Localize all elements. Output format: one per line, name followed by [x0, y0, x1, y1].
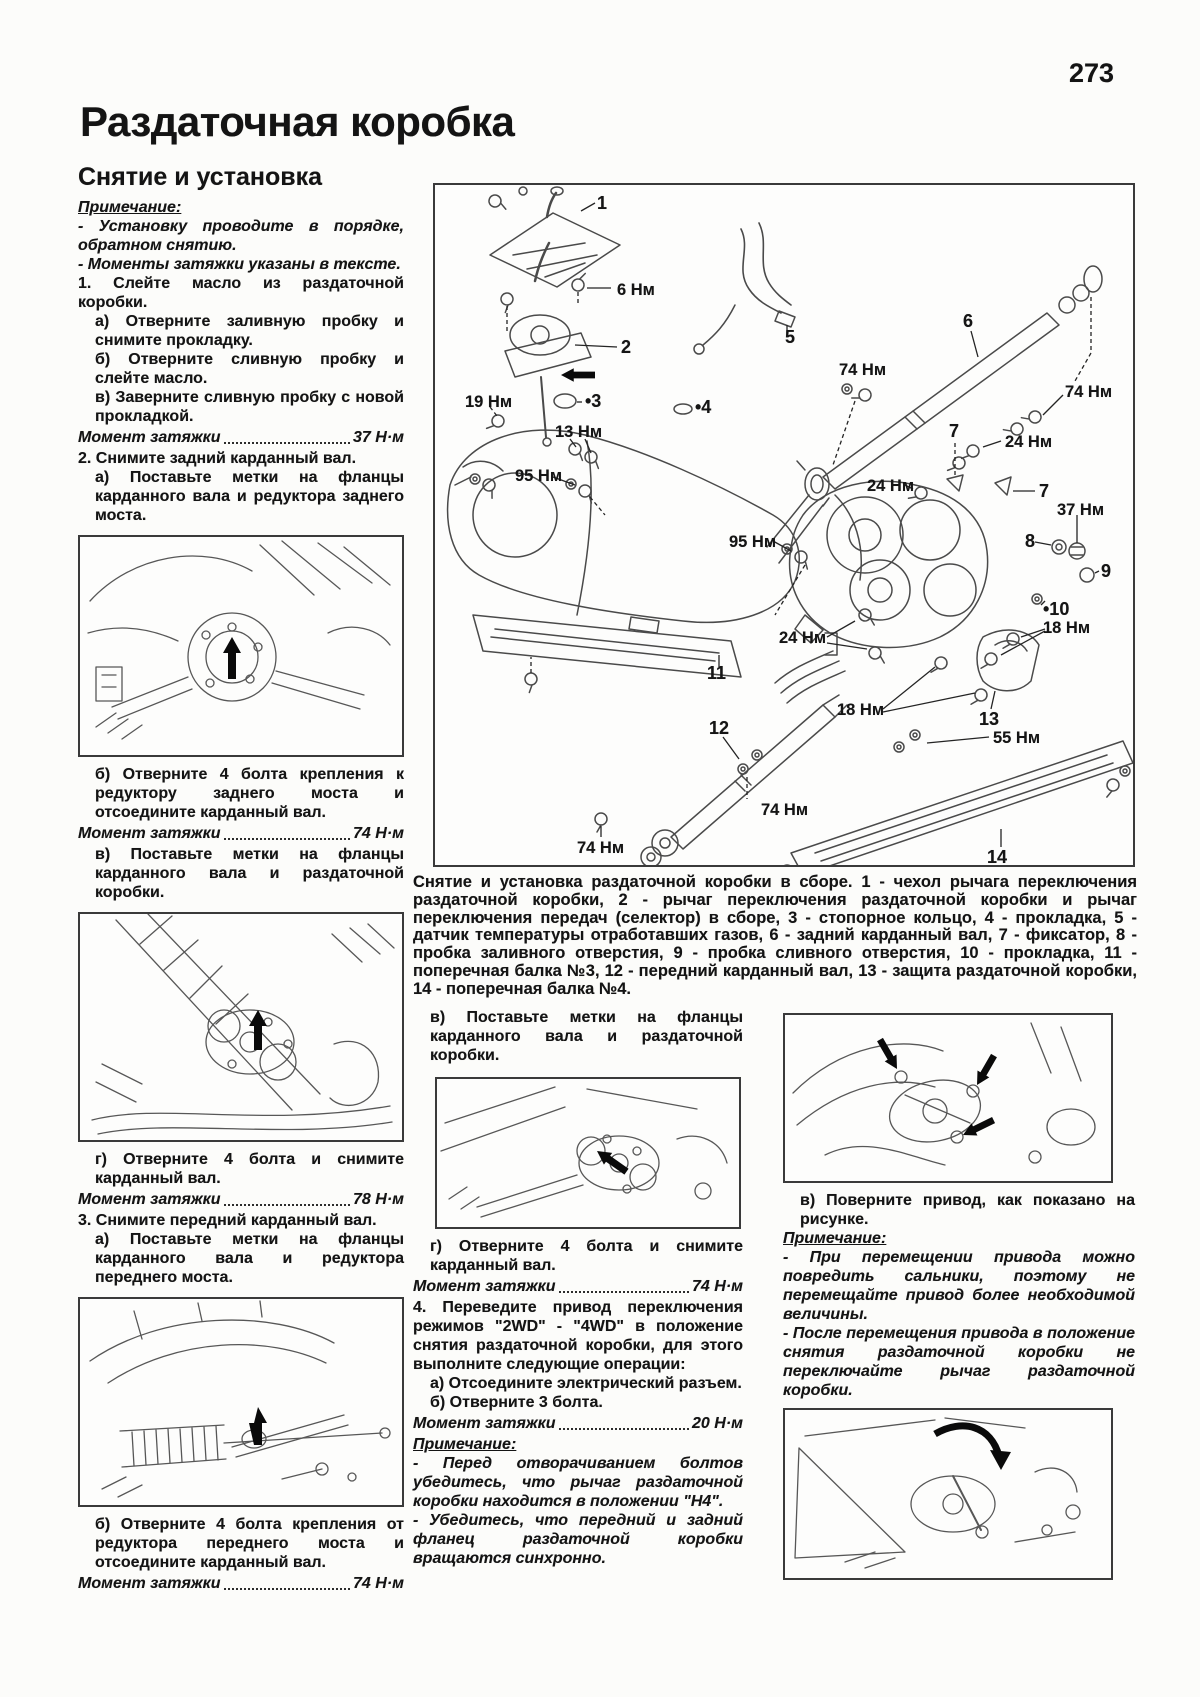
direction-arrow [971, 1052, 1000, 1088]
figure-transfer-flange-marks [78, 912, 404, 1142]
step-text: 2. Снимите задний карданный вал. [78, 450, 357, 467]
torque-spec [78, 427, 404, 448]
part-number-14: 14 [987, 847, 1008, 865]
figure-caption: Снятие и установка раздаточной коробки в сборе. 1 - чехол рычага переключения раздаточной коробки, 2 - рычаг переключения раздаточной коробки и рычаг переключения передач (селектор) в сборе, 3 - стопорное кольцо, 4 - прокладка, 5 - датчик температуры отработавших газов, 6 - задний карданный вал, 7 - фиксатор, 8 - пробка заливного отверстия, 9 - пробка сливного отверстия, 10 - прокладка, 11 - поперечная балка №3, 12 - передний карданный вал, 13 - защита раздаточной коробки, 14 - поперечная балка №4. [413, 873, 1137, 998]
figure-exploded-transfer-case [433, 183, 1135, 867]
direction-arrow [593, 1145, 631, 1177]
step-text: 3. Снимите передний карданный вал. [78, 1212, 377, 1229]
part-number-9: 9 [1101, 561, 1112, 581]
torque-label: Момент затяжки [78, 1191, 221, 1208]
torque-label-6nm: 6 Нм [617, 281, 655, 299]
page-number: 273 [1068, 58, 1114, 88]
torque-spec [413, 1413, 743, 1434]
note-heading: Примечание: [783, 1230, 887, 1247]
torque-label: Момент затяжки [78, 429, 221, 446]
torque-label: Момент затяжки [413, 1278, 556, 1295]
part-number-4: •4 [695, 397, 712, 417]
step-text: в) Поверните привод, как показано на рисунке. [800, 1192, 1135, 1228]
section-heading: Снятие и установка [78, 163, 323, 191]
step-text: б) Отверните сливную пробку и слейте масло. [95, 351, 404, 387]
note-heading: Примечание: [413, 1436, 517, 1453]
rotate-arrow-head [990, 1450, 1011, 1470]
direction-arrow [249, 1010, 267, 1050]
torque-value: 74 Н·м [353, 1575, 404, 1592]
torque-label-13nm: 13 Нм [555, 423, 603, 441]
torque-spec [78, 1573, 404, 1594]
part-number-2: 2 [621, 337, 632, 357]
step-text: а) Отсоедините электрический разъем. [430, 1375, 742, 1392]
torque-label-74nm: 74 Нм [839, 361, 887, 379]
direction-arrow [249, 1407, 267, 1445]
part-number-7: 7 [1039, 481, 1050, 501]
step-text: в) Поставьте метки на фланцы карданного вала и раздаточной коробки. [95, 846, 404, 901]
dotted-leader [224, 838, 350, 840]
part-number-11: 11 [707, 663, 727, 683]
torque-spec [78, 823, 404, 844]
torque-value: 74 Н·м [353, 825, 404, 842]
page-title: Раздаточная коробка [80, 98, 515, 145]
torque-label-18nm: 18 Нм [837, 701, 885, 719]
direction-arrow [874, 1036, 903, 1072]
figure-front-driveshaft-flange [78, 1297, 404, 1507]
torque-value: 20 Н·м [692, 1415, 743, 1432]
dotted-leader [224, 1204, 350, 1206]
torque-label: Момент затяжки [413, 1415, 556, 1432]
figure-actuator-rotate [783, 1408, 1113, 1580]
part-number-13: 13 [979, 709, 1000, 729]
torque-label-74nm: 74 Нм [761, 801, 809, 819]
torque-value: 37 Н·м [353, 429, 404, 446]
part-number-8: 8 [1025, 531, 1036, 551]
step-text: 1. Слейте масло из раздаточной коробки. [78, 275, 404, 311]
step-text: а) Отверните заливную пробку и снимите прокладку. [95, 313, 404, 349]
torque-label-74nm: 74 Нм [577, 839, 625, 857]
part-number-10: •10 [1043, 599, 1070, 619]
part-number-12: 12 [709, 718, 730, 738]
part-number-3: •3 [585, 391, 602, 411]
step-text: г) Отверните 4 болта и снимите карданный вал. [95, 1151, 404, 1187]
torque-label: Момент затяжки [78, 825, 221, 842]
dotted-leader [224, 442, 350, 444]
torque-label-74nm: 74 Нм [1065, 383, 1113, 401]
note-item: - При перемещении привода можно повредить сальники, поэтому не перемещайте привод более необходимой величины. [783, 1249, 1135, 1323]
direction-arrow [223, 637, 241, 679]
figure-actuator-bolts [783, 1013, 1113, 1183]
middle-column [413, 1008, 743, 1568]
dotted-leader [559, 1428, 689, 1430]
direction-arrow [561, 368, 595, 382]
torque-label-24nm: 24 Нм [867, 477, 915, 495]
torque-value: 78 Н·м [353, 1191, 404, 1208]
step-text: 4. Переведите привод переключения режимов "2WD" - "4WD" в положение снятия раздаточной коробки, для этого выполните следующие операции: [413, 1299, 743, 1373]
note-heading: Примечание: [78, 199, 182, 216]
torque-label-19nm: 19 Нм [465, 393, 513, 411]
torque-label-18nm: 18 Нм [1043, 619, 1091, 637]
note-item: - Убедитесь, что передний и задний фланец раздаточной коробки вращаются синхронно. [413, 1512, 743, 1567]
step-text: б) Отверните 4 болта крепления от редуктора переднего моста и отсоедините карданный вал. [95, 1516, 404, 1571]
dotted-leader [559, 1291, 689, 1293]
direction-arrow [960, 1114, 997, 1141]
torque-spec [413, 1276, 743, 1297]
torque-label-95nm: 95 Нм [729, 533, 777, 551]
figure-rear-driveshaft-flange [78, 535, 404, 757]
part-number-1: 1 [597, 193, 608, 213]
step-text: г) Отверните 4 болта и снимите карданный вал. [430, 1238, 743, 1274]
left-column [78, 163, 404, 1595]
note-item: - Перед отворачиванием болтов убедитесь, что рычаг раздаточной коробки находится в положении "H4". [413, 1455, 743, 1510]
step-text: в) Заверните сливную пробку с новой прокладкой. [95, 389, 404, 425]
note-item: - Моменты затяжки указаны в тексте. [78, 256, 401, 273]
torque-spec [78, 1189, 404, 1210]
right-column [783, 1008, 1135, 1580]
torque-label-24nm: 24 Нм [1005, 433, 1053, 451]
step-text: а) Поставьте метки на фланцы карданного вала и редуктора заднего моста. [95, 469, 404, 524]
note-item: - Установку проводите в порядке, обратном снятию. [78, 218, 404, 254]
torque-label: Момент затяжки [78, 1575, 221, 1592]
rotate-arrow [935, 1426, 999, 1456]
dotted-leader [224, 1588, 350, 1590]
step-text: б) Отверните 3 болта. [430, 1394, 603, 1411]
step-text: в) Поставьте метки на фланцы карданного вала и раздаточной коробки. [430, 1009, 743, 1064]
torque-label-37nm: 37 Нм [1057, 501, 1105, 519]
torque-label-95nm: 95 Нм [515, 467, 563, 485]
part-number-7: 7 [949, 421, 960, 441]
step-text: а) Поставьте метки на фланцы карданного вала и редуктора переднего моста. [95, 1231, 404, 1286]
part-number-5: 5 [785, 327, 796, 347]
torque-value: 74 Н·м [692, 1278, 743, 1295]
part-number-6: 6 [963, 311, 974, 331]
step-text: б) Отверните 4 болта крепления к редуктору заднего моста и отсоедините карданный вал. [95, 766, 404, 821]
torque-label-24nm: 24 Нм [779, 629, 827, 647]
note-item: - После перемещения привода в положение снятия раздаточной коробки не переключайте рычаг раздаточной коробки. [783, 1325, 1135, 1399]
figure-transfer-flange-bolts [435, 1077, 741, 1229]
torque-label-55nm: 55 Нм [993, 729, 1041, 747]
